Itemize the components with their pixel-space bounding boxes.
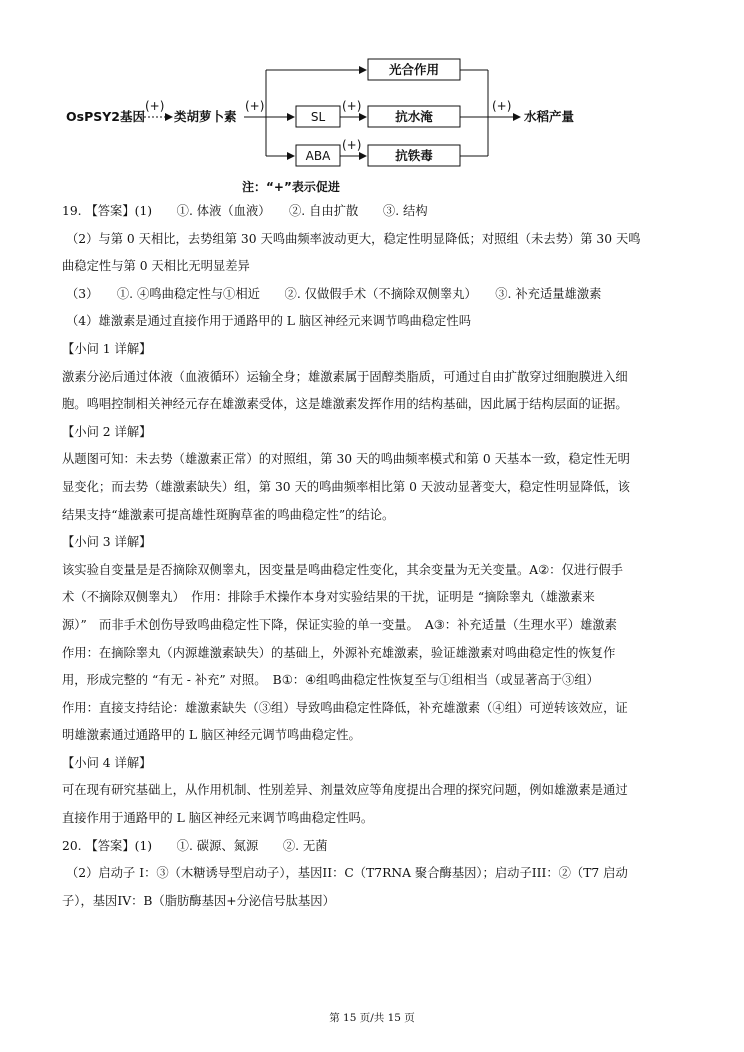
text-line: 从题图可知：未去势（雄激素正常）的对照组，第 30 天的鸣曲频率模式和第 0 天基本一致，稳定性无明	[62, 452, 630, 467]
text-line: （3） ①. ④鸣曲稳定性与①相近 ②. 仅做假手术（不摘除双侧睾丸） ③. 补充适量雄激素	[66, 286, 602, 301]
plus-label-4: (+)	[342, 138, 362, 152]
section-heading: 【小问 3 详解】	[62, 535, 152, 550]
text-line: 子），基因IV：B（脂肪酶基因+分泌信号肽基因）	[62, 893, 335, 908]
text-line: （2）与第 0 天相比，去势组第 30 天鸣曲频率波动更大，稳定性明显降低；对照组（未去势）第 30 天鸣	[66, 231, 641, 246]
pathway-diagram-svg	[64, 56, 594, 196]
text-line: 20. 【答案】(1) ①. 碳源、氮源 ②. 无菌	[62, 838, 328, 853]
text-line: （4）雄激素是通过直接作用于通路甲的 L 脑区神经元来调节鸣曲稳定性吗	[66, 314, 472, 329]
text-line: 激素分泌后通过体液（血液循环）运输全身；雄激素属于固醇类脂质，可通过自由扩散穿过细胞膜进入细	[62, 369, 628, 384]
node-flood: 抗水淹	[395, 109, 433, 124]
text-line: 直接作用于通路甲的 L 脑区神经元来调节鸣曲稳定性吗。	[62, 811, 374, 826]
section-heading: 【小问 2 详解】	[62, 424, 152, 439]
node-aba: ABA	[305, 149, 331, 163]
answer-text	[62, 198, 686, 915]
text-line: 19. 【答案】(1) ①. 体液（血液） ②. 自由扩散 ③. 结构	[62, 204, 428, 218]
section-heading: 【小问 1 详解】	[62, 341, 152, 356]
page-footer: 第 15 页/共 15 页	[329, 1012, 415, 1024]
text-line: 结果支持“雄激素可提高雄性斑胸草雀的鸣曲稳定性”的结论。	[62, 507, 395, 522]
node-carotene: 类胡萝卜素	[174, 109, 237, 124]
plus-label-2: (+)	[245, 99, 265, 113]
section-heading: 【小问 4 详解】	[62, 755, 152, 770]
text-line: 该实验自变量是是否摘除双侧睾丸，因变量是鸣曲稳定性变化，其余变量为无关变量。A②：仅进行假手	[62, 562, 623, 577]
pathway-diagram	[64, 56, 594, 196]
plus-label-5: (+)	[492, 99, 512, 113]
text-line: 胞。鸣唱控制相关神经元存在雄激素受体，这是雄激素发挥作用的结构基础，因此属于结构层面的证据。	[62, 397, 628, 412]
text-line: 术（不摘除双侧睾丸） 作用：排除手术操作本身对实验结果的干扰，证明是 “摘除睾丸（雄激素来	[62, 590, 595, 605]
node-photosynthesis: 光合作用	[388, 62, 440, 77]
plus-label-1: (+)	[145, 99, 165, 113]
diagram-note: 注：“+”表示促进	[242, 180, 340, 194]
text-line: 用，形成完整的 “有无 - 补充” 对照。 B①：④组鸣曲稳定性恢复至与①组相当（或显著高于③组）	[62, 673, 599, 688]
text-line: 显变化；而去势（雄激素缺失）组，第 30 天的鸣曲频率相比第 0 天波动显著变大，稳定性明显降低，该	[62, 479, 630, 494]
text-line: 作用：在摘除睾丸（内源雄激素缺失）的基础上，外源补充雄激素，验证雄激素对鸣曲稳定性的恢复作	[62, 645, 616, 660]
text-line: 作用：直接支持结论：雄激素缺失（③组）导致鸣曲稳定性降低，补充雄激素（④组）可逆转该效应，证	[62, 700, 628, 715]
node-gene: OsPSY2基因	[66, 109, 145, 124]
text-line: 源）” 而非手术创伤导致鸣曲稳定性下降，保证实验的单一变量。 A③：补充适量（生理水平）雄激素	[62, 617, 617, 632]
text-line: 曲稳定性与第 0 天相比无明显差异	[62, 259, 250, 274]
node-yield: 水稻产量	[524, 109, 575, 124]
node-iron: 抗铁毒	[395, 148, 433, 163]
text-line: （2）启动子 I：③（木糖诱导型启动子），基因II：C（T7RNA 聚合酶基因）；启动子III：②（T7 启动	[66, 866, 628, 881]
plus-label-3: (+)	[342, 99, 362, 113]
text-line: 明雄激素通过通路甲的 L 脑区神经元调节鸣曲稳定性。	[62, 728, 361, 743]
text-line: 可在现有研究基础上，从作用机制、性别差异、剂量效应等角度提出合理的探究问题，例如雄激素是通过	[62, 783, 628, 798]
node-sl: SL	[310, 110, 326, 124]
